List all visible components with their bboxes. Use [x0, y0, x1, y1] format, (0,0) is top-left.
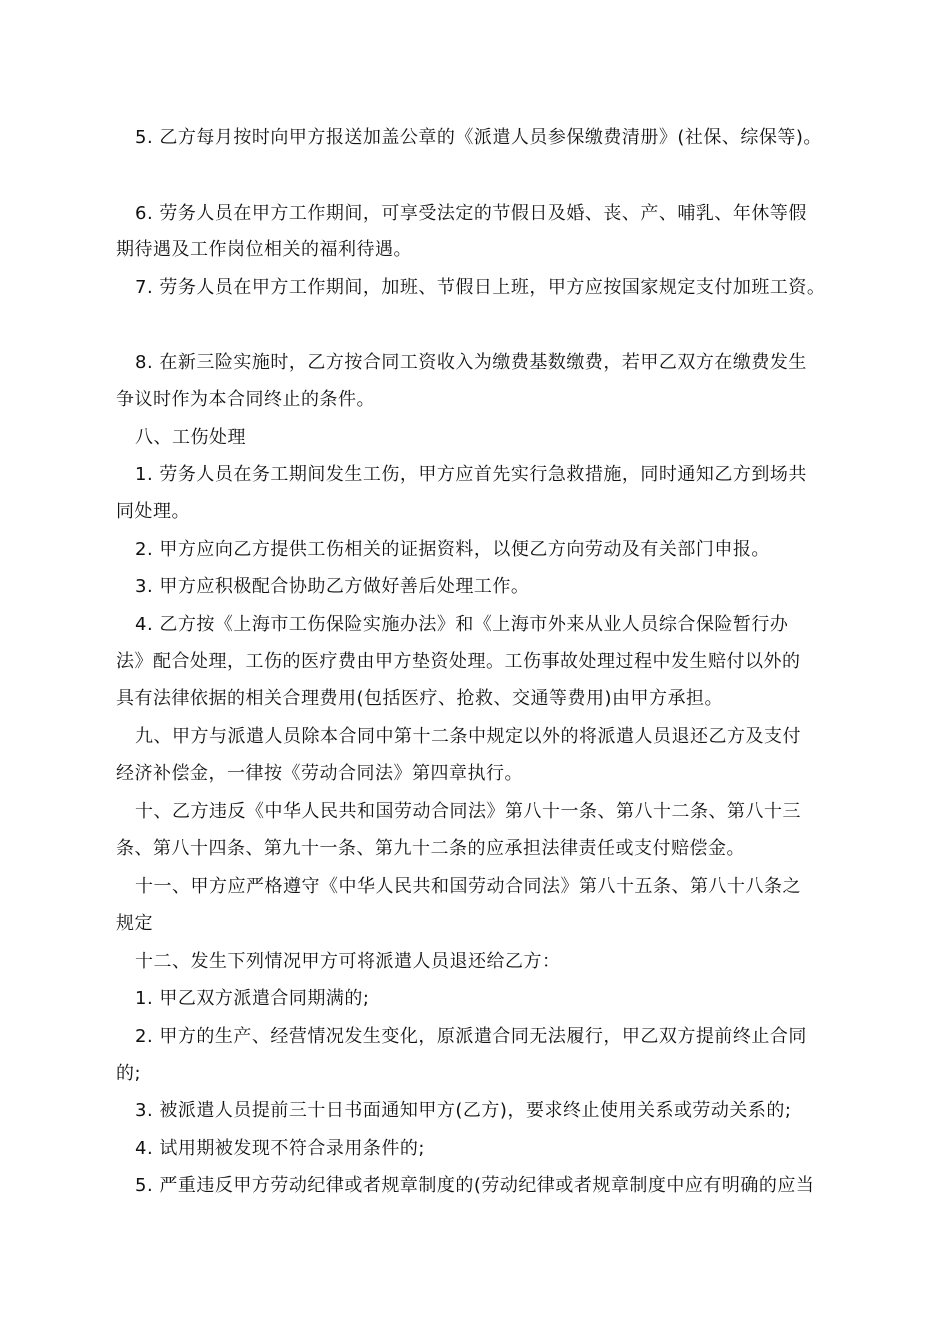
section-11-line-2: 规定: [116, 913, 153, 934]
section-11-line-1: 十一、甲方应严格遵守《中华人民共和国劳动合同法》第八十五条、第八十八条之: [135, 876, 801, 897]
paragraph-8-line-1: 8. 在新三险实施时，乙方按合同工资收入为缴费基数缴费，若甲乙双方在缴费发生: [135, 352, 807, 373]
work-injury-item-1-line-1: 1. 劳务人员在务工期间发生工伤，甲方应首先实行急救措施，同时通知乙方到场共: [135, 464, 807, 485]
work-injury-item-4-line-1: 4. 乙方按《上海市工伤保险实施办法》和《上海市外来从业人员综合保险暂行办: [135, 614, 789, 635]
return-condition-5: 5. 严重违反甲方劳动纪律或者规章制度的(劳动纪律或者规章制度中应有明确的应当: [135, 1175, 815, 1196]
work-injury-item-4-line-2: 法》配合处理，工伤的医疗费由甲方垫资处理。工伤事故处理过程中发生赔付以外的: [116, 651, 801, 672]
return-condition-3: 3. 被派遣人员提前三十日书面通知甲方(乙方)，要求终止使用关系或劳动关系的;: [135, 1100, 792, 1121]
section-10-line-2: 条、第八十四条、第九十一条、第九十二条的应承担法律责任或支付赔偿金。: [116, 838, 745, 859]
paragraph-7-overtime: 7. 劳务人员在甲方工作期间，加班、节假日上班，甲方应按国家规定支付加班工资。: [135, 277, 826, 298]
return-condition-4: 4. 试用期被发现不符合录用条件的;: [135, 1138, 425, 1159]
return-condition-2-line-1: 2. 甲方的生产、经营情况发生变化，原派遣合同无法履行，甲乙双方提前终止合同: [135, 1026, 807, 1047]
section-10-line-1: 十、乙方违反《中华人民共和国劳动合同法》第八十一条、第八十二条、第八十三: [135, 801, 801, 822]
work-injury-item-3: 3. 甲方应积极配合协助乙方做好善后处理工作。: [135, 576, 530, 597]
work-injury-item-2: 2. 甲方应向乙方提供工伤相关的证据资料，以便乙方向劳动及有关部门申报。: [135, 539, 770, 560]
return-condition-1: 1. 甲乙双方派遣合同期满的;: [135, 988, 370, 1009]
paragraph-8-line-2: 争议时作为本合同终止的条件。: [116, 389, 375, 410]
section-12-heading: 十二、发生下列情况甲方可将派遣人员退还给乙方：: [135, 951, 561, 972]
paragraph-6-line-2: 期待遇及工作岗位相关的福利待遇。: [116, 239, 412, 260]
section-8-heading: 八、工伤处理: [135, 427, 246, 448]
work-injury-item-4-line-3: 具有法律依据的相关合理费用(包括医疗、抢救、交通等费用)由甲方承担。: [116, 688, 724, 709]
section-9-line-2: 经济补偿金，一律按《劳动合同法》第四章执行。: [116, 763, 523, 784]
return-condition-2-line-2: 的;: [116, 1063, 142, 1084]
paragraph-6-line-1: 6. 劳务人员在甲方工作期间，可享受法定的节假日及婚、丧、产、哺乳、年休等假: [135, 203, 807, 224]
section-9-line-1: 九、甲方与派遣人员除本合同中第十二条中规定以外的将派遣人员退还乙方及支付: [135, 726, 801, 747]
work-injury-item-1-line-2: 同处理。: [116, 501, 190, 522]
paragraph-5-social-insurance: 5. 乙方每月按时向甲方报送加盖公章的《派遣人员参保缴费清册》(社保、综保等)。: [135, 127, 822, 148]
